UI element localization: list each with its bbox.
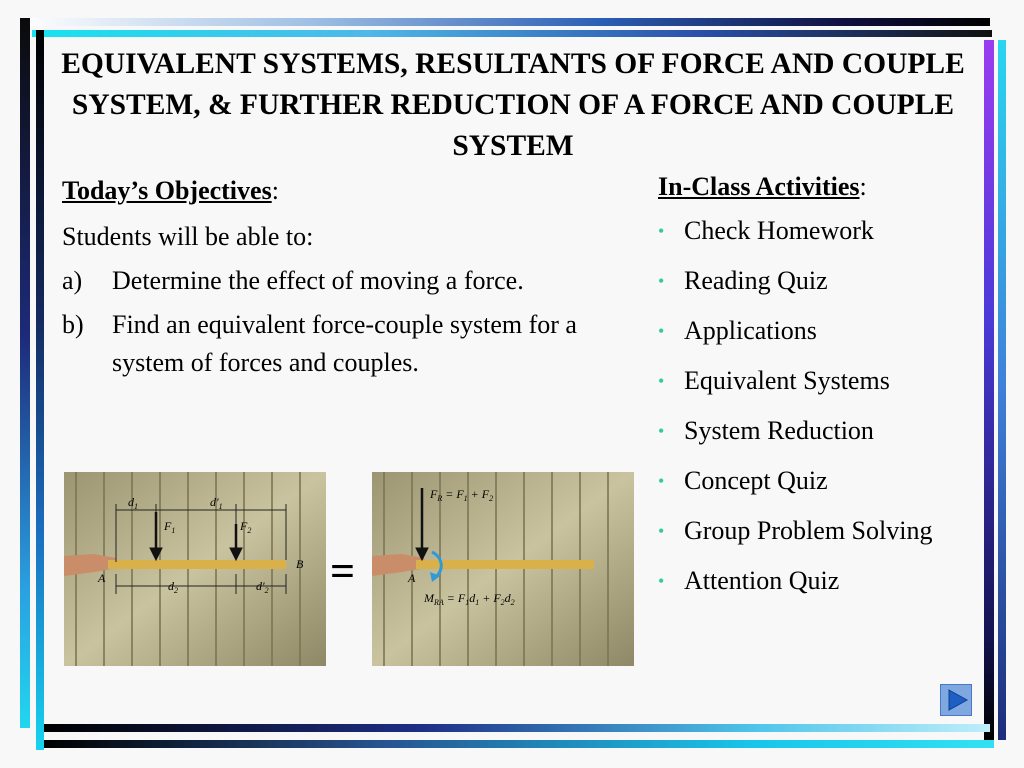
label-resultant-force: $F_R = F_1 + F_2$ [430, 487, 494, 503]
activities-heading-text: In-Class Activities [658, 172, 860, 201]
label-d-prime-2: $d'_2$ [256, 579, 269, 595]
activity-label: Check Homework [684, 216, 874, 245]
activity-item [658, 212, 978, 250]
equivalent-system-photo [372, 472, 634, 666]
equals-sign: = [330, 547, 356, 596]
activity-label: System Reduction [684, 416, 874, 445]
objective-item [62, 306, 582, 382]
objectives-heading-text: Today’s Objectives [62, 176, 272, 205]
activity-item [658, 312, 978, 350]
label-d2: $d_2$ [168, 579, 178, 595]
activity-item [658, 362, 978, 400]
objective-text: Find an equivalent force-couple system for a system of forces and couples. [112, 310, 577, 377]
objectives-heading-colon: : [271, 176, 279, 205]
activity-label: Reading Quiz [684, 266, 828, 295]
frame-bar-right [984, 40, 994, 740]
activity-label: Equivalent Systems [684, 366, 890, 395]
activities-heading [658, 172, 978, 202]
force-system-photo [64, 472, 326, 666]
activity-item [658, 412, 978, 450]
bullet-icon: • [658, 471, 665, 491]
label-a: A [408, 571, 416, 585]
label-resultant-moment: $M_{RA} = F_1d_1 + F_2d_2$ [424, 591, 515, 607]
frame-bar-top-inner [32, 30, 992, 37]
objectives-heading [62, 172, 582, 210]
bullet-icon: • [658, 321, 665, 341]
objectives-intro: Students will be able to: [62, 222, 314, 251]
frame-bar-bottom-outer [44, 740, 994, 748]
frame-bar-left [20, 18, 30, 728]
frame-bar-left-inner [36, 30, 44, 750]
bullet-icon: • [658, 521, 665, 541]
bullet-icon: • [658, 271, 665, 291]
play-triangle-icon [941, 685, 971, 715]
objective-item [62, 262, 582, 300]
objectives-section [62, 172, 582, 382]
activity-label: Group Problem Solving [684, 516, 933, 545]
label-d1: $d_1$ [128, 495, 138, 511]
objective-text: Determine the effect of moving a force. [112, 266, 524, 295]
label-d-prime-1: $d'_1$ [210, 495, 223, 511]
bullet-icon: • [658, 571, 665, 591]
equivalent-system-figure [372, 472, 634, 666]
label-a: A [98, 571, 106, 585]
activities-list [658, 212, 978, 600]
activity-item [658, 462, 978, 500]
objective-label: a) [62, 266, 83, 295]
frame-bar-right-outer [998, 40, 1006, 740]
label-f1: $F_1$ [164, 519, 176, 535]
objective-label: b) [62, 310, 84, 339]
activity-label: Attention Quiz [684, 566, 840, 595]
bullet-icon: • [658, 421, 665, 441]
bullet-icon: • [658, 221, 665, 241]
activities-section [658, 172, 978, 612]
label-b: B [296, 557, 304, 571]
force-system-figure [64, 472, 326, 666]
next-slide-button[interactable] [940, 684, 972, 716]
bullet-icon: • [658, 371, 665, 391]
label-f2: $F_2$ [240, 519, 252, 535]
activity-item [658, 562, 978, 600]
slide-title: EQUIVALENT SYSTEMS, RESULTANTS OF FORCE AND COUPLE SYSTEM, & FURTHER REDUCTION OF A FORCE AND COUPLE SYSTEM [61, 48, 965, 162]
activity-label: Applications [684, 316, 817, 345]
activity-item [658, 512, 978, 550]
frame-bar-top [20, 18, 990, 26]
activities-heading-colon: : [859, 172, 867, 201]
frame-bar-bottom [44, 724, 990, 732]
activity-item [658, 262, 978, 300]
activity-label: Concept Quiz [684, 466, 828, 495]
